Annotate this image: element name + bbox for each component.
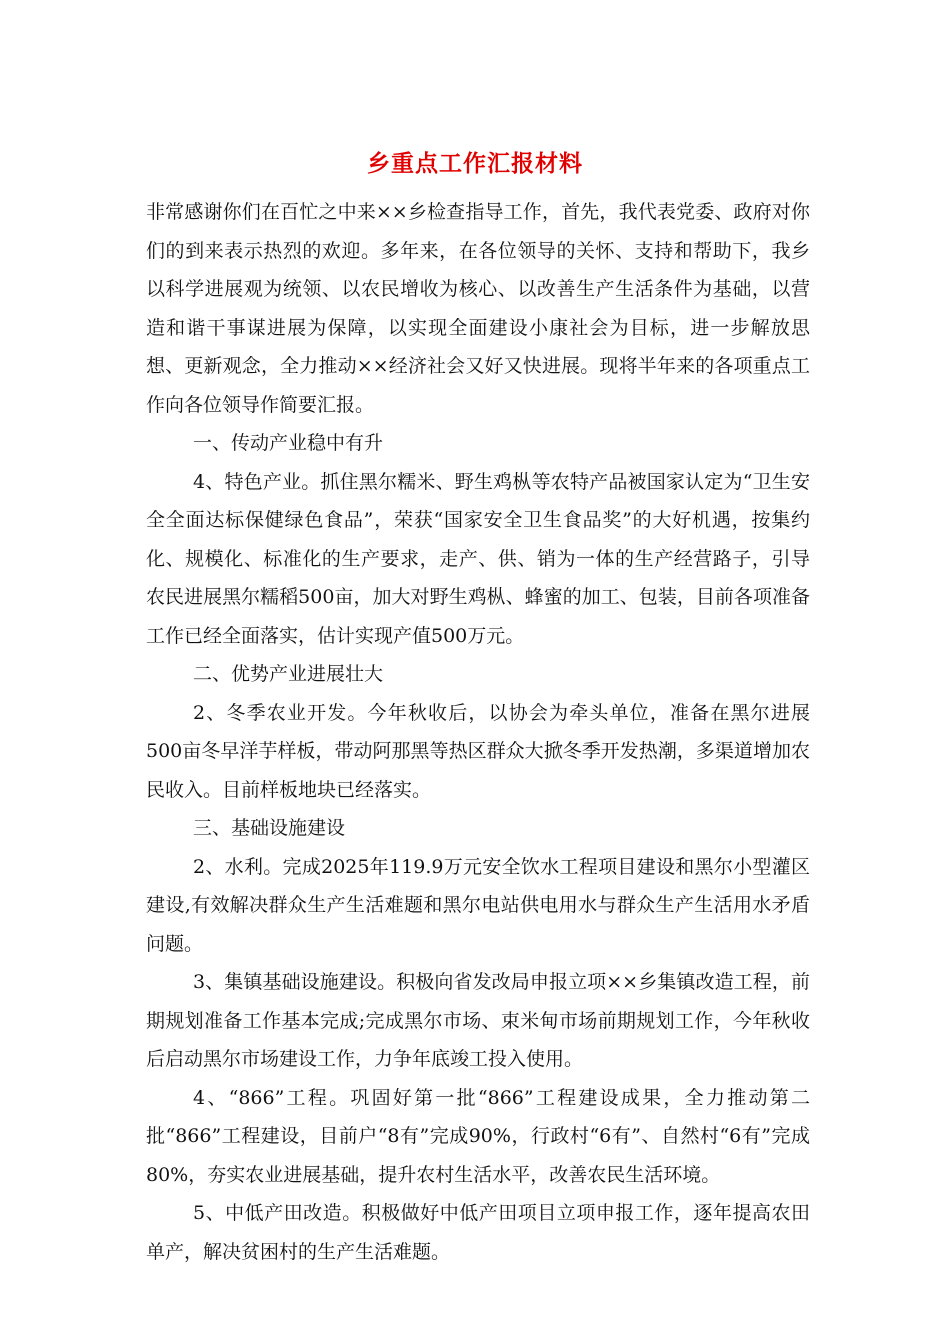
document-title: 乡重点工作汇报材料: [367, 150, 583, 177]
paragraph-water-conservancy: 2、水利。完成2025年119.9万元安全饮水工程项目建设和黑尔小型灌区建设,有效解决群众生产生活难题和黑尔电站供电用水与群众生产生活用水矛盾问题。: [146, 855, 810, 955]
section-heading-1: 一、传动产业稳中有升: [193, 432, 384, 454]
paragraph-intro: 非常感谢你们在百忙之中来××乡检查指导工作，首先，我代表党委、政府对你们的到来表示热烈的欢迎。多年来，在各位领导的关怀、支持和帮助下，我乡以科学进展观为统领、以农民增收为核心、以改善生产生活条件为基础，以营造和谐干事谋进展为保障，以实现全面建设小康社会为目标，进一步解放思想、更新观念，全力推动××经济社会又好又快进展。现将半年来的各项重点工作向各位领导作简要汇报。: [146, 201, 810, 416]
section-heading-2: 二、优势产业进展壮大: [193, 663, 384, 685]
paragraph-town-infrastructure: 3、集镇基础设施建设。积极向省发改局申报立项××乡集镇改造工程，前期规划准备工作基本完成;完成黑尔市场、束米甸市场前期规划工作，今年秋收后启动黑尔市场建设工作，力争年底竣工投入使用。: [146, 971, 810, 1070]
document-body: [146, 193, 810, 1271]
paragraph-winter-agriculture: 2、冬季农业开发。今年秋收后，以协会为牵头单位，准备在黑尔进展500亩冬早洋芋样板，带动阿那黑等热区群众大掀冬季开发热潮，多渠道增加农民收入。目前样板地块已经落实。: [146, 701, 810, 801]
paragraph-specialty-industry: 4、特色产业。抓住黑尔糯米、野生鸡枞等农特产品被国家认定为“卫生安全全面达标保健绿色食品”，荣获“国家安全卫生食品奖”的大好机遇，按集约化、规模化、标准化的生产要求，走产、供、销为一体的生产经营路子，引导农民进展黑尔糯稻500亩，加大对野生鸡枞、蜂蜜的加工、包装，目前各项准备工作已经全面落实，估计实现产值500万元。: [146, 470, 810, 647]
paragraph-866-project: 4、“866”工程。巩固好第一批“866”工程建设成果，全力推动第二批“866”工程建设，目前户“8有”完成90%，行政村“6有”、自然村“6有”完成80%，夯实农业进展基础，提升农村生活水平，改善农民生活环境。: [146, 1086, 810, 1186]
paragraph-farmland-improvement: 5、中低产田改造。积极做好中低产田项目立项申报工作，逐年提高农田单产，解决贫困村的生产生活难题。: [146, 1202, 810, 1263]
section-heading-3: 三、基础设施建设: [193, 817, 346, 839]
